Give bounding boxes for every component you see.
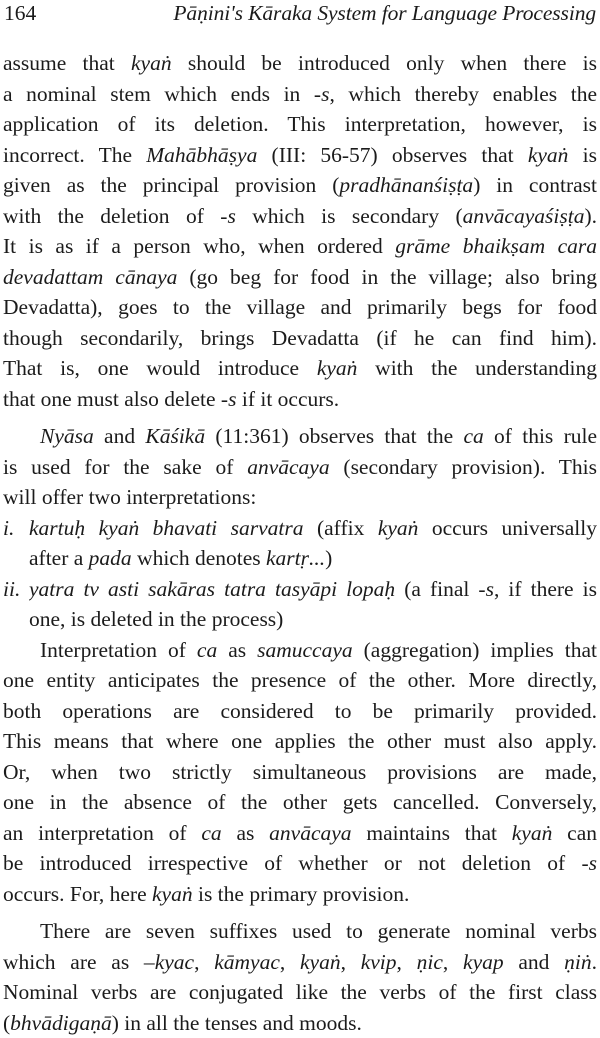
text-run: with the understanding [357, 356, 597, 380]
text-run: ) in all the tenses and moods. [112, 1011, 362, 1035]
italic-term: samuccaya [257, 638, 353, 662]
text-run: with the deletion of - [3, 204, 227, 228]
text-run: though secondarily, brings Devadatta (if he can find him). [3, 326, 597, 350]
list-item [3, 513, 597, 574]
text-run: (secondary provision). This [330, 455, 597, 479]
italic-term: kyaṅ [317, 356, 358, 380]
text-line [3, 231, 597, 262]
text-run: Interpretation of [40, 638, 197, 662]
text-run: and [504, 950, 565, 974]
text-run: It is as if a person who, when ordered [3, 234, 395, 258]
italic-term: ṇic [417, 950, 443, 974]
paragraph [3, 635, 597, 910]
text-run: is [568, 143, 597, 167]
text-line [3, 879, 597, 910]
italic-term: bhvādigaṇā [10, 1011, 112, 1035]
paragraph [3, 421, 597, 513]
italic-term: kyaṅ [512, 821, 553, 845]
text-run: maintains that [352, 821, 512, 845]
italic-term: anvācaya [247, 455, 329, 479]
text-run: ( [3, 1011, 10, 1035]
italic-term: s [227, 204, 235, 228]
page-header [0, 0, 600, 32]
text-line [3, 513, 597, 544]
text-line [3, 262, 597, 293]
text-run: (III: 56-57) observes that [257, 143, 528, 167]
body-text [3, 48, 597, 1038]
text-run: occurs. For, here [3, 882, 152, 906]
text-run: that one must also delete - [3, 387, 228, 411]
text-line [3, 140, 597, 171]
text-run: one entity anticipates the presence of the other. More directly, [3, 668, 597, 692]
italic-term: devadattam cānaya [3, 265, 177, 289]
text-line [3, 452, 597, 483]
text-run: is used for the sake of [3, 455, 247, 479]
italic-term: kyaṅ [152, 882, 193, 906]
italic-term: kvip [361, 950, 397, 974]
italic-term: Kāśikā [145, 424, 205, 448]
text-run: There are seven suffixes used to generate nominal verbs [40, 919, 597, 943]
text-line [3, 384, 597, 415]
list-text [29, 513, 597, 544]
text-line [3, 421, 597, 452]
italic-term: kyaṅ [528, 143, 569, 167]
text-run: as [217, 638, 257, 662]
text-run: assume that [3, 51, 131, 75]
text-run: ) [325, 546, 332, 570]
text-run: which is secondary ( [236, 204, 463, 228]
text-run: ). [584, 204, 597, 228]
text-line [3, 757, 597, 788]
text-line [3, 574, 597, 605]
paragraph [3, 48, 597, 414]
text-run: (affix [304, 516, 378, 540]
paragraph [3, 916, 597, 1038]
list-text [29, 574, 597, 605]
text-run: is the primary provision. [193, 882, 410, 906]
text-line [3, 947, 597, 978]
italic-term: Mahābhāṣya [146, 143, 257, 167]
text-run: as [222, 821, 269, 845]
text-line [3, 353, 597, 384]
text-run: be introduced irrespective of whether or not deletion of - [3, 851, 589, 875]
text-run: one, is deleted in the process) [29, 607, 283, 631]
text-run: , if there is [494, 577, 597, 601]
text-run: after a [29, 546, 89, 570]
italic-term: ṇiṅ [564, 950, 591, 974]
italic-term: s [486, 577, 494, 601]
italic-term: anvācayaśiṣṭa [463, 204, 585, 228]
text-run: Devadatta), goes to the village and primarily begs for food [3, 295, 597, 319]
italic-term: yatra tv asti sakāras tatra tasyāpi lopaḥ [29, 577, 395, 601]
text-run: can [552, 821, 597, 845]
text-run: (a final - [395, 577, 485, 601]
text-line [3, 818, 597, 849]
list-item [3, 574, 597, 635]
italic-term: s [589, 851, 597, 875]
italic-term: kartṛ... [266, 546, 325, 570]
text-run: if it occurs. [236, 387, 339, 411]
page-number: 164 [4, 1, 36, 25]
text-line [3, 543, 597, 574]
text-line [3, 292, 597, 323]
text-run: occurs universally [418, 516, 597, 540]
italic-term: grāme bhaikṣam cara [395, 234, 597, 258]
text-line [3, 696, 597, 727]
text-run: both operations are considered to be primarily provided. [3, 699, 597, 723]
italic-term: pradhānanśiṣṭa [339, 173, 473, 197]
running-title: Pāṇini's Kāraka System for Language Processing [173, 1, 596, 25]
text-line [3, 48, 597, 79]
text-line [3, 665, 597, 696]
italic-term: s [321, 82, 329, 106]
text-run: (aggregation) implies that [353, 638, 597, 662]
text-run: given as the principal provision ( [3, 173, 339, 197]
italic-term: anvācaya [269, 821, 351, 845]
text-run: (11:361) observes that the [205, 424, 463, 448]
italic-term: kyap [463, 950, 504, 974]
text-run: a nominal stem which ends in - [3, 82, 321, 106]
italic-term: pada [89, 546, 132, 570]
text-run: That is, one would introduce [3, 356, 317, 380]
italic-term: kyac [155, 950, 194, 974]
text-run: should be introduced only when there is [172, 51, 597, 75]
text-run: , [194, 950, 214, 974]
text-run: , which thereby enables the [329, 82, 597, 106]
text-run: Nominal verbs are conjugated like the verbs of the first class [3, 980, 597, 1004]
text-run: , [397, 950, 417, 974]
text-line [3, 787, 597, 818]
italic-term: s [228, 387, 236, 411]
text-run: (go beg for food in the village; also bring [177, 265, 597, 289]
text-run: application of its deletion. This interpretation, however, is [3, 112, 597, 136]
text-run: and [94, 424, 146, 448]
text-run: one in the absence of the other gets cancelled. Conversely, [3, 790, 597, 814]
text-run: will offer two interpretations: [3, 485, 256, 509]
italic-term: kartuḥ kyaṅ bhavati sarvatra [29, 516, 304, 540]
italic-term: kyaṅ [378, 516, 419, 540]
text-run: ) in contrast [473, 173, 597, 197]
text-line [3, 79, 597, 110]
text-line [3, 916, 597, 947]
list-marker: ii. [3, 574, 29, 605]
text-run: of this rule [484, 424, 597, 448]
text-line [3, 977, 597, 1008]
text-run: This means that where one applies the other must also apply. [3, 729, 597, 753]
text-run: , [341, 950, 361, 974]
text-run: , [443, 950, 463, 974]
text-line [3, 604, 597, 635]
italic-term: ca [201, 821, 221, 845]
text-run: , [280, 950, 300, 974]
text-line [3, 170, 597, 201]
italic-term: kyaṅ [131, 51, 172, 75]
italic-term: ca [197, 638, 217, 662]
italic-term: ca [463, 424, 483, 448]
text-line [3, 482, 597, 513]
text-line [3, 726, 597, 757]
text-line [3, 323, 597, 354]
text-line [3, 635, 597, 666]
text-run: incorrect. The [3, 143, 146, 167]
italic-term: kāmyac [214, 950, 280, 974]
text-run: an interpretation of [3, 821, 201, 845]
italic-term: Nyāsa [40, 424, 94, 448]
text-line [3, 1008, 597, 1038]
text-run: . [592, 950, 597, 974]
text-line [3, 848, 597, 879]
italic-term: kyaṅ [300, 950, 341, 974]
text-run: which denotes [132, 546, 266, 570]
list-marker: i. [3, 513, 29, 544]
text-line [3, 201, 597, 232]
text-run: Or, when two strictly simultaneous provisions are made, [3, 760, 597, 784]
text-run: which are as – [3, 950, 155, 974]
text-line [3, 109, 597, 140]
